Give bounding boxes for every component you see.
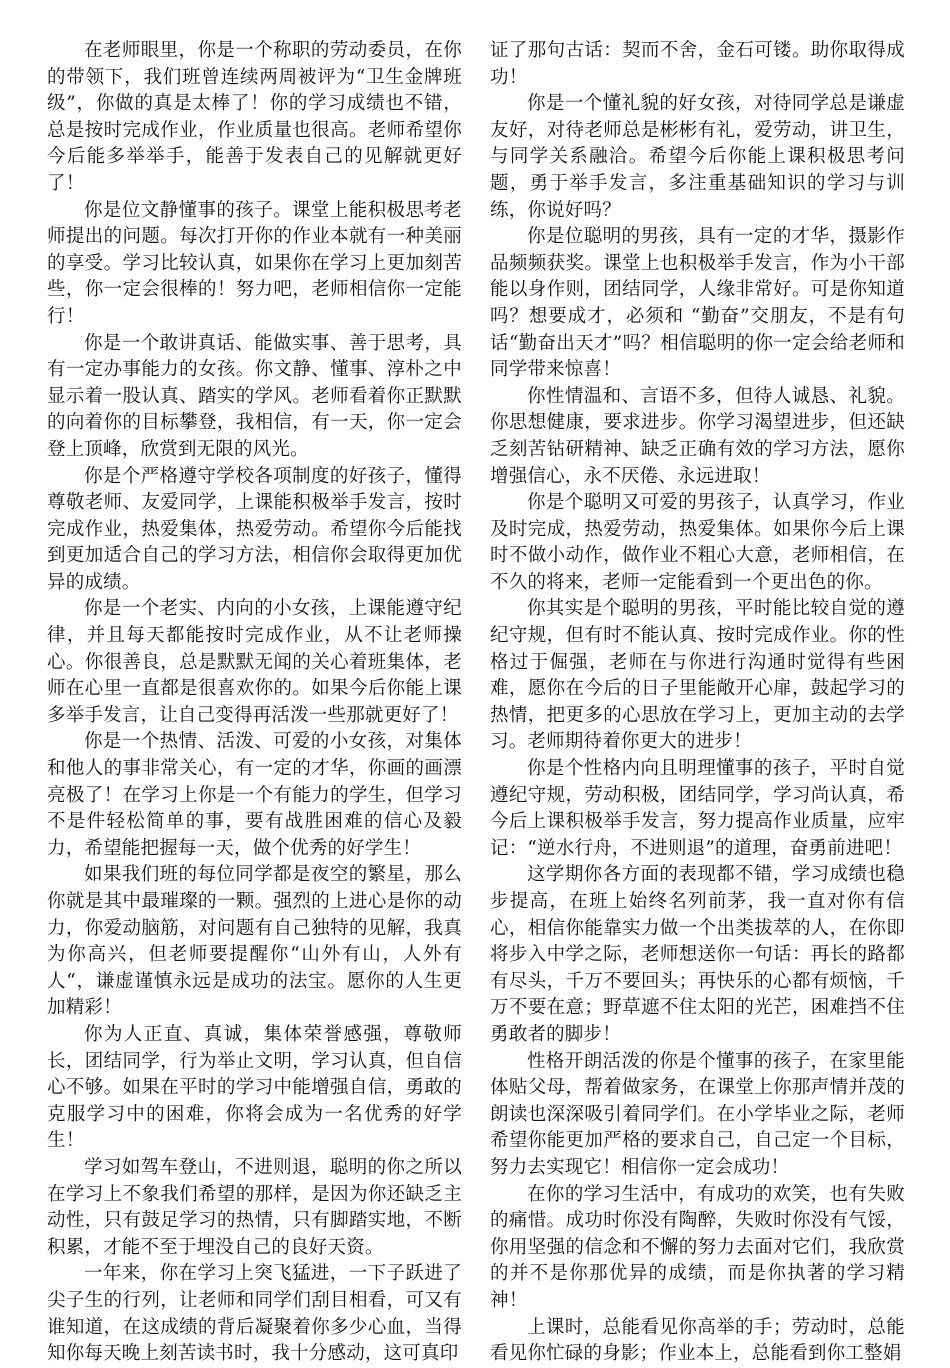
- comment-paragraph: 这学期你各方面的表现都不错，学习成绩也稳步提高，在班上始终名列前茅，我一直对你有信心，相信你能靠实力做一个出类拔萃的人，在你即将步入中学之际，老师想送你一句话：再长的路都有尽头，千万不要回头；再快乐的心都有烦恼，千万不要在意；野草遮不住太阳的光芒，困难挡不住勇敢者的脚步！: [490, 864, 905, 1045]
- comment-paragraph: 你是个严格遵守学校各项制度的好孩子，懂得尊敬老师、友爱同学，上课能积极举手发言，按时完成作业，热爱集体，热爱劳动。希望你今后能找到更加适合自己的学习方法，相信你会取得更加优异的成绩。: [47, 465, 462, 593]
- comment-paragraph: 你为人正直、真诚，集体荣誉感强，尊敬师长，团结同学，行为举止文明，学习认真，但自信心不够。如果在平时的学习中能增强自信，勇敢的克服学习中的困难，你将会成为一名优秀的好学生！: [47, 1023, 462, 1152]
- comment-paragraph: 你其实是个聪明的男孩，平时能比较自觉的遵纪守规，但有时不能认真、按时完成作业。你的性格过于倔强，老师在与你进行沟通时觉得有些困难，愿你在今后的日子里能敞开心扉，鼓起学习的热情，把更多的心思放在学习上，更加主动的去学习。老师期待着你更大的进步！: [490, 598, 905, 753]
- comment-paragraph: 你是一个老实、内向的小女孩，上课能遵守纪律，并且每天都能按时完成作业，从不让老师操心。你很善良，总是默默无闻的关心着班集体，老师在心里一直都是很喜欢你的。如果今后你能上课多举手发言，让自己变得再活泼一些那就更好了！: [47, 598, 462, 726]
- comment-paragraph: 你是一个懂礼貌的好女孩，对待同学总是谦虚友好，对待老师总是彬彬有礼，爱劳动，讲卫生，与同学关系融洽。希望今后你能上课积极思考问题，勇于举手发言，多注重基础知识的学习与训练，你说好吗？: [490, 93, 905, 221]
- comment-paragraph: 在老师眼里，你是一个称职的劳动委员，在你的带领下，我们班曾连续两周被评为“卫生金牌班级”，你做的真是太棒了！你的学习成绩也不错，总是按时完成作业，作业质量也很高。老师希望你今后能多举举手，能善于发表自己的见解就更好了！: [47, 40, 462, 194]
- comment-paragraph: 一年来，你在学习上突飞猛进，一下子跃进了尖子生的行列，让老师和同学们刮目相看，可又有谁知道，在这成绩的背后凝聚着你多少心血，当得知你每天晚上刻苦读书时，我十分感动，这可真印: [47, 1263, 462, 1365]
- comment-paragraph: 上课时，总能看见你高举的手；劳动时，总能看见你忙碌的身影；作业本上，总能看到你工整娟: [490, 1316, 905, 1365]
- comment-paragraph: 你是一个敢讲真话、能做实事、善于思考，具有一定办事能力的女孩。你文静、懂事、淳朴之中显示着一股认真、踏实的学风。老师看着你正默默的向着你的目标攀登，我相信，有一天，你一定会登上顶峰，欣赏到无限的风光。: [47, 332, 462, 460]
- left-column: [47, 38, 462, 1368]
- comment-paragraph: 如果我们班的每位同学都是夜空的繁星，那么你就是其中最璀璨的一颗。强烈的上进心是你的动力，你爱动脑筋，对问题有自己独特的见解，我真为你高兴，但老师要提醒你“山外有山，人外有人“，谦虚谨慎永远是成功的法宝。愿你的人生更加精彩！: [47, 864, 462, 1019]
- right-column: [490, 38, 905, 1368]
- comment-paragraph: 在你的学习生活中，有成功的欢笑，也有失败的痛惜。成功时你没有陶醉，失败时你没有气馁，你用坚强的信念和不懈的努力去面对它们，我欣赏的并不是你那优异的成绩，而是你执著的学习精神！: [490, 1183, 905, 1311]
- comment-paragraph: 学习如驾车登山，不进则退，聪明的你之所以在学习上不象我们希望的那样，是因为你还缺乏主动性，只有鼓足学习的热情，只有脚踏实地，不断积累，才能不至于埋没自己的良好天资。: [47, 1156, 462, 1258]
- comment-paragraph: 你是个聪明又可爱的男孩子，认真学习，作业及时完成，热爱劳动，热爱集体。如果你今后上课时不做小动作，做作业不粗心大意，老师相信，在不久的将来，老师一定能看到一个更出色的你。: [490, 492, 905, 593]
- comment-paragraph: 性格开朗活泼的你是个懂事的孩子，在家里能体贴父母，帮着做家务，在课堂上你那声情并茂的朗读也深深吸引着同学们。在小学毕业之际，老师希望你能更加严格的要求自己，自己定一个目标，努力去实现它！相信你一定会成功！: [490, 1050, 905, 1178]
- comment-paragraph: 你是位文静懂事的孩子。课堂上能积极思考老师提出的问题。每次打开你的作业本就有一种美丽的享受。学习比较认真，如果你在学习上更加刻苦些，你一定会很棒的！努力吧，老师相信你一定能行！: [47, 199, 462, 327]
- comment-paragraph: 你是个性格内向且明理懂事的孩子，平时自觉遵纪守规，劳动积极，团结同学，学习尚认真，希今后上课积极举手发言，努力提高作业质量，应牢记：“逆水行舟，不进则退”的道理，奋勇前进吧！: [490, 758, 905, 859]
- comment-paragraph: 你性情温和、言语不多，但待人诚恳、礼貌。你思想健康，要求进步。你学习渴望进步，但还缺乏刻苦钻研精神、缺乏正确有效的学习方法，愿你增强信心，永不厌倦、永远进取！: [490, 385, 905, 487]
- continued-paragraph: 证了那句古话：契而不舍，金石可镂。助你取得成功！: [490, 40, 905, 88]
- comment-paragraph: 你是位聪明的男孩，具有一定的才华，摄影作品频频获奖。课堂上也积极举手发言，作为小干部能以身作则，团结同学，人缘非常好。可是你知道吗？想要成才，必须和 “勤奋”交朋友，不是有句话“勤奋出天才”吗？相信聪明的你一定会给老师和同学带来惊喜！: [490, 226, 905, 381]
- comment-paragraph: 你是一个热情、活泼、可爱的小女孩，对集体和他人的事非常关心，有一定的才华，你画的画漂亮极了！在学习上你是一个有能力的学生，但学习不是件轻松简单的事，要有战胜困难的信心及毅力，希望能把握每一天，做个优秀的好学生！: [47, 731, 462, 859]
